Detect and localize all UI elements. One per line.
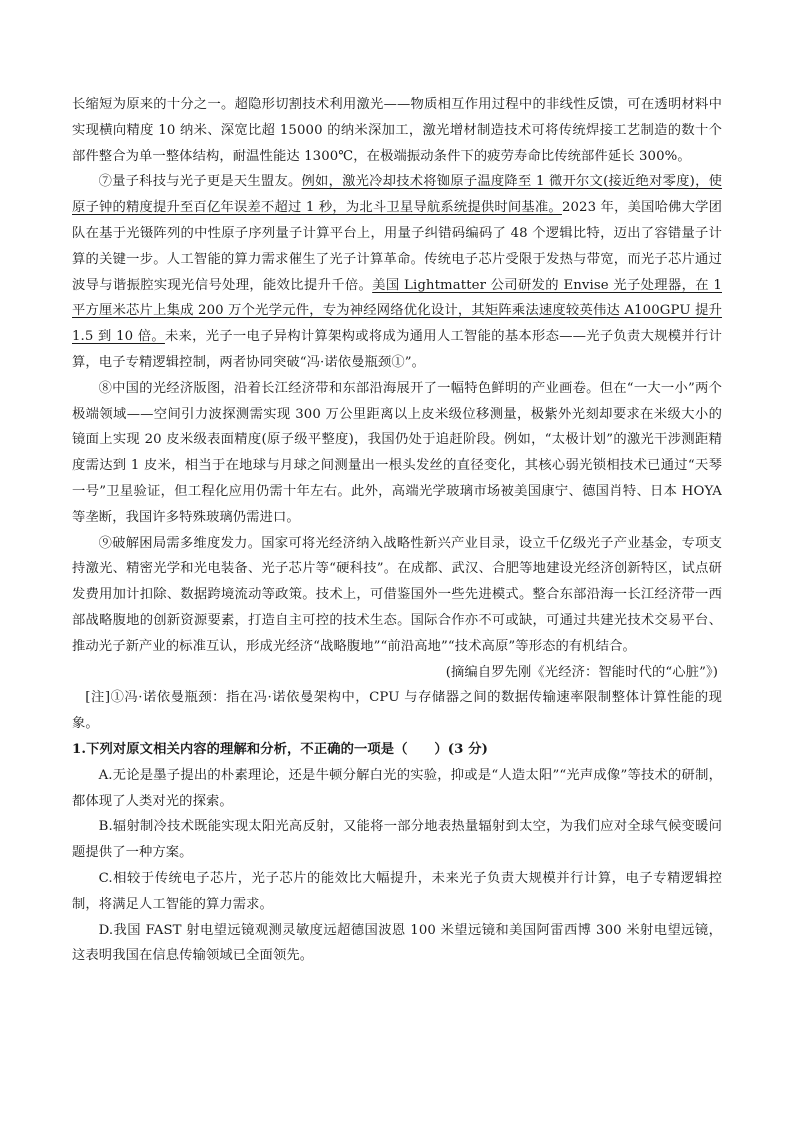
underlined-sentence-1: 例如，激光冷却技术将铷原子温度降至 1 微开尔文(接近绝对零度)，使原子钟的精度提升至百亿年误差不超过 1 秒，为北斗卫星导航系统提供时间基准。: [72, 174, 723, 216]
paragraph-7-end: 未来，光子一电子异构计算架构或将成为通用人工智能的基本形态——光子负责大规模并行计算，电子专精逻辑控制，两者协同突破“冯·诺依曼瓶颈①”。: [72, 329, 722, 370]
option-b: B.辐射制冷技术既能实现太阳光高反射，又能将一部分地表热量辐射到太空，为我们应对全球气候变暖问题提供了一种方案。: [72, 819, 722, 861]
underlined-sentence-2: 美国 Lightmatter 公司研发的 Envise 光子处理器，在 1 平方厘米芯片上集成 200 万个光学元件，专为神经网络优化设计，其矩阵乘法速度较英伟达 A100GPU 提升 1.5 到 10 倍。: [72, 277, 722, 345]
option-c: C.相较于传统电子芯片，光子芯片的能效比大幅提升，未来光子负责大规模并行计算，电子专精逻辑控制，将满足人工智能的算力需求。: [72, 870, 722, 912]
footnote: [注]①冯·诺依曼瓶颈：指在冯·诺依曼架构中，CPU 与存储器之间的数据传输速率限制整体计算性能的现象。: [72, 690, 722, 732]
paragraph-9: ⑨破解困局需多维度发力。国家可将光经济纳入战略性新兴产业目录，设立千亿级光子产业基金，专项支持激光、精密光学和光电装备、光子芯片等“硬科技”。在成都、武汉、合肥等地建设光经济创新特区，试点研发费用加计扣除、数据跨境流动等政策。技术上，可借鉴国外一些先进模式。整合东部沿海一长江经济带一西部战略腹地的创新资源要素，打造自主可控的技术生态。国际合作亦不可或缺，可通过共建光技术交易平台、推动光子新产业的标准互认，形成光经济“战略腹地”“前沿高地”“技术高原”等形态的有机结合。: [72, 535, 722, 654]
source-citation: (摘编自罗先刚《光经济：智能时代的“心脏”》): [445, 664, 718, 680]
paragraph-8: ⑧中国的光经济版图，沿着长江经济带和东部沿海展开了一幅特色鲜明的产业画卷。但在“一大一小”两个极端领域——空间引力波探测需实现 300 万公里距离以上皮米级位移测量，极紫外光刻却要求在米级大小的镜面上实现 20 皮米级表面精度(原子级平整度)，我国仍处于追赶阶段。例如，“太极计划”的激光干涉测距精度需达到 1 皮米，相当于在地球与月球之间测量出一根头发丝的直径变化，其核心弱光锁相技术已通过“天琴一号”卫星验证，但工程化应用仍需十年左右。此外，高端光学玻璃市场被美国康宁、德国肖特、日本 HOYA 等垄断，我国许多特殊玻璃仍需进口。: [72, 380, 722, 525]
document-page: [72, 92, 722, 969]
paragraph-6-tail: 长缩短为原来的十分之一。超隐形切割技术利用激光——物质相互作用过程中的非线性反馈，可在透明材料中实现横向精度 10 纳米、深宽比超 15000 的纳米深加工，激光增材制造技术可将传统焊接工艺制造的数十个部件整合为单一整体结构，耐温性能达 1300℃，在极端振动条件下的疲劳寿命比传统部件延长 300%。: [72, 97, 722, 164]
option-d: D.我国 FAST 射电望远镜观测灵敏度远超德国波恩 100 米望远镜和美国阿雷西博 300 米射电望远镜，这表明我国在信息传输领域已全面领先。: [72, 922, 722, 964]
question-stem: 1.下列对原文相关内容的理解和分析，不正确的一项是（ ）(3 分): [72, 741, 489, 757]
paragraph-7: [72, 169, 722, 375]
option-a: A.无论是墨子提出的朴素理论，还是牛顿分解白光的实验，抑或是“人造太阳”“光声成像”等技术的研制，都体现了人类对光的探索。: [72, 767, 722, 809]
paragraph-7-middle: 2023 年，美国哈佛大学团队在基于光镊阵列的中性原子序列量子计算平台上，用量子纠错码编码了 48 个逻辑比特，迈出了容错量子计算的关键一步。人工智能的算力需求催生了光子计算革命。传统电子芯片受限于发热与带宽，而光子芯片通过波导与谐振腔实现光信号处理，能效比提升千倍。: [72, 200, 723, 293]
paragraph-7-lead: ⑦量子科技与光子更是天生盟友。: [98, 174, 302, 190]
